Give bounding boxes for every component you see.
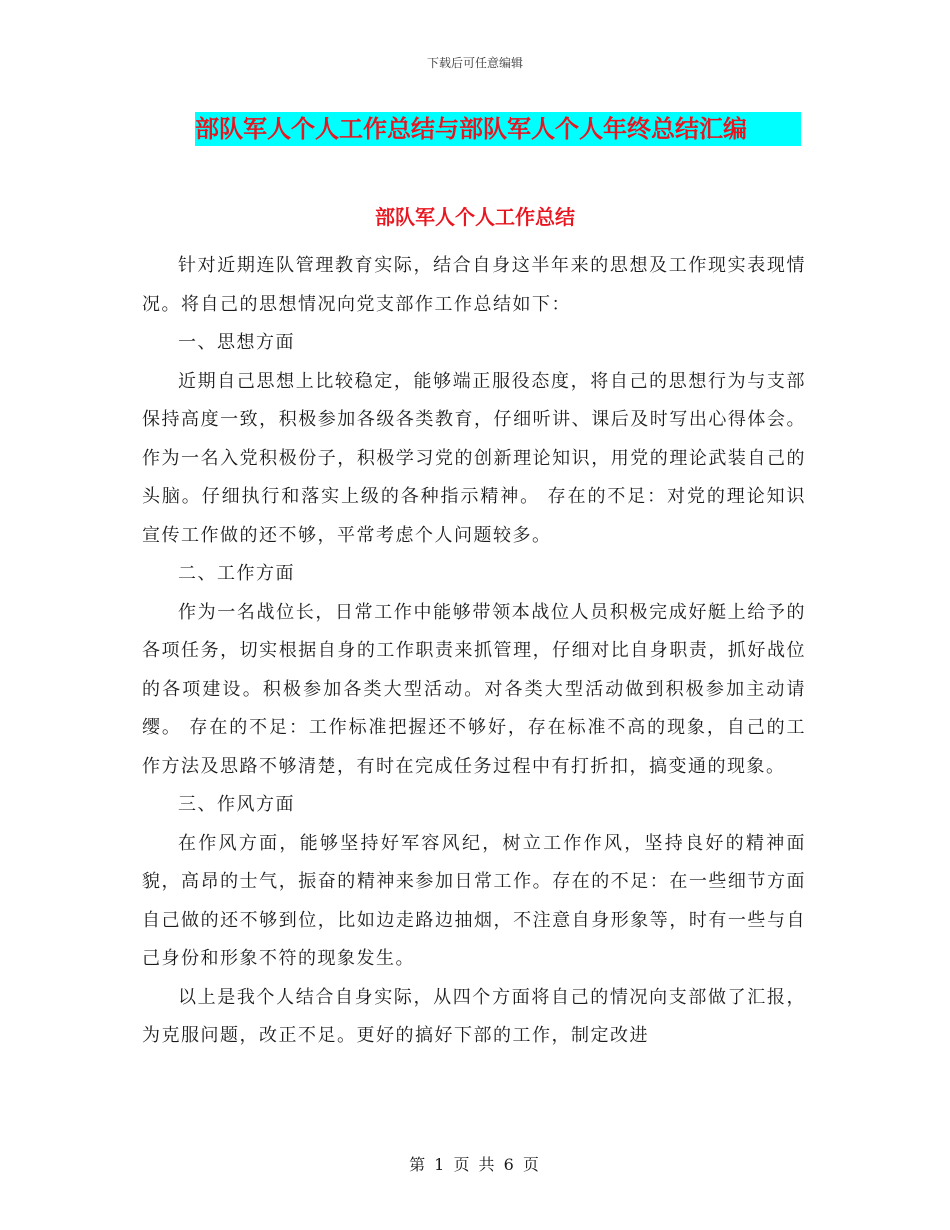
paragraph-style: 在作风方面，能够坚持好军容风纪，树立工作作风，坚持良好的精神面貌，高昂的士气，振奋的精神来参加日常工作。存在的不足：在一些细节方面自己做的还不够到位，比如边走路边抽烟，不注意自身形象等，时有一些与自己身份和形象不符的现象发生。: [142, 832, 806, 969]
main-title-highlight: [195, 112, 801, 146]
heading-thought: 一、思想方面: [178, 332, 295, 353]
heading-style: 三、作风方面: [178, 794, 295, 815]
heading-work: 二、工作方面: [178, 563, 295, 584]
page-number: 第 1 页 共 6 页: [409, 1155, 541, 1174]
body-text: [142, 247, 806, 1056]
section-title: 部队军人个人工作总结: [375, 205, 575, 229]
header-note: 下载后可任意编辑: [426, 56, 523, 70]
paragraph-conclusion: 以上是我个人结合自身实际，从四个方面将自己的情况向支部做了汇报，为克服问题，改正不足。更好的搞好下部的工作，制定改进: [142, 986, 806, 1046]
paragraph-thought: 近期自己思想上比较稳定，能够端正服役态度，将自己的思想行为与支部保持高度一致，积极参加各级各类教育，仔细听讲、课后及时写出心得体会。作为一名入党积极份子，积极学习党的创新理论知识，用党的理论武装自己的头脑。仔细执行和落实上级的各种指示精神。 存在的不足：对党的理论知识宣传工作做的还不够，平常考虑个人问题较多。: [142, 370, 806, 546]
main-title: 部队军人个人工作总结与部队军人个人年终总结汇编: [195, 115, 747, 143]
paragraph-work: 作为一名战位长，日常工作中能够带领本战位人员积极完成好艇上给予的各项任务，切实根据自身的工作职责来抓管理，仔细对比自身职责，抓好战位的各项建设。积极参加各类大型活动。对各类大型活动做到积极参加主动请缨。 存在的不足：工作标准把握还不够好，存在标准不高的现象，自己的工作方法及思路不够清楚，有时在完成任务过程中有打折扣，搞变通的现象。: [142, 601, 806, 777]
paragraph-intro: 针对近期连队管理教育实际，结合自身这半年来的思想及工作现实表现情况。将自己的思想情况向党支部作工作总结如下：: [142, 255, 806, 315]
